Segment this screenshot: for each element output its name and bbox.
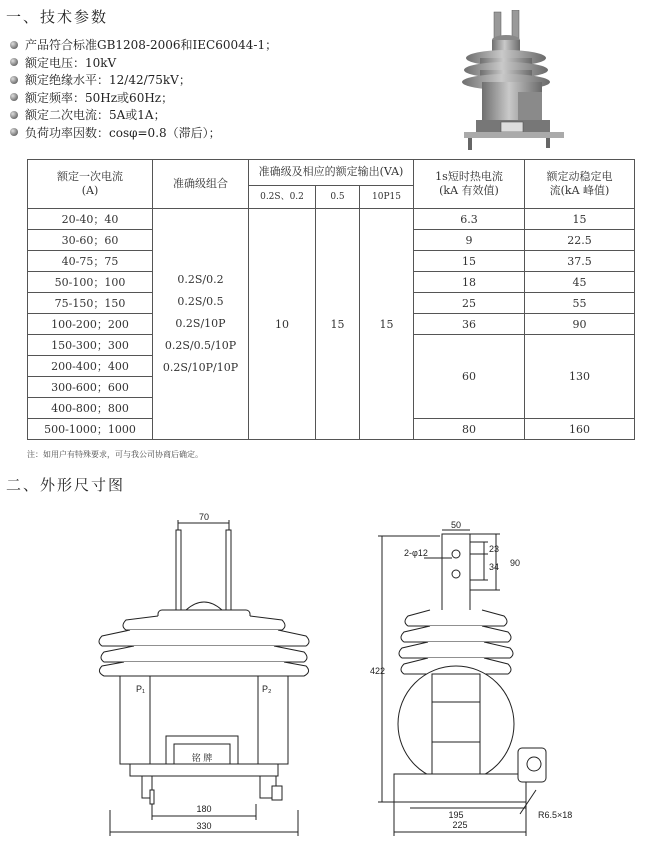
spec-list (10, 36, 277, 141)
header-accuracy-combo: 准确级组合 (153, 160, 249, 209)
cell-current: 100-200；200 (28, 314, 153, 335)
cell-current: 20-40；40 (28, 209, 153, 230)
cell-thermal: 80 (414, 419, 525, 440)
nameplate-label: 铭 牌 (191, 753, 213, 763)
cell-dynamic: 22.5 (525, 230, 635, 251)
cell-thermal: 18 (414, 272, 525, 293)
label-p2: P₂ (262, 684, 272, 694)
dim-side-holes: 2-φ12 (404, 548, 428, 558)
section-title-dimensions: 二、外形尺寸图 (6, 476, 126, 494)
cell-output-02: 10 (249, 209, 316, 440)
cell-dynamic: 55 (525, 293, 635, 314)
dim-front-top: 70 (198, 512, 210, 522)
header-output-10p15: 10P15 (360, 185, 414, 208)
dim-side-height: 422 (370, 666, 386, 676)
cell-thermal: 36 (414, 314, 525, 335)
spec-item: 额定电压：10kV (10, 54, 277, 72)
spec-item: 额定频率：50Hz或60Hz； (10, 89, 277, 107)
dim-side-34: 34 (488, 562, 500, 572)
header-rated-output: 准确级及相应的额定输出(VA) (249, 160, 414, 186)
bullet-icon (10, 76, 18, 84)
spec-item: 产品符合标准GB1208-2006和IEC60044-1； (10, 36, 277, 54)
dim-side-195: 195 (448, 810, 464, 820)
header-output-02: 0.2S、0.2 (249, 185, 316, 208)
dimension-drawing (0, 490, 646, 860)
header-primary-current: 额定一次电流 (A) (28, 160, 153, 209)
cell-current: 300-600；600 (28, 377, 153, 398)
section-title-tech-params: 一、技术参数 (6, 8, 109, 26)
header-output-05: 0.5 (316, 185, 360, 208)
dim-front-outer: 330 (196, 821, 212, 831)
cell-dynamic: 37.5 (525, 251, 635, 272)
table-row (28, 209, 635, 230)
cell-current: 40-75；75 (28, 251, 153, 272)
dim-side-23: 23 (488, 544, 500, 554)
cell-thermal-group: 60 (414, 335, 525, 419)
header-thermal-current: 1s短时热电流 (kA 有效值) (414, 160, 525, 209)
bullet-icon (10, 93, 18, 101)
cell-current: 150-300；300 (28, 335, 153, 356)
bullet-icon (10, 111, 18, 119)
cell-current: 75-150；150 (28, 293, 153, 314)
label-p1: P₁ (136, 684, 146, 694)
cell-thermal: 25 (414, 293, 525, 314)
cell-current: 500-1000；1000 (28, 419, 153, 440)
spec-item: 额定绝缘水平：12/42/75kV； (10, 71, 277, 89)
dim-side-slot: R6.5×18 (538, 810, 573, 820)
bullet-icon (10, 58, 18, 66)
cell-thermal: 9 (414, 230, 525, 251)
cell-output-05: 15 (316, 209, 360, 440)
cell-dynamic: 160 (525, 419, 635, 440)
cell-current: 200-400；400 (28, 356, 153, 377)
cell-thermal: 15 (414, 251, 525, 272)
header-dynamic-current: 额定动稳定电 流(kA 峰值) (525, 160, 635, 209)
cell-current: 50-100；100 (28, 272, 153, 293)
dim-side-top: 50 (450, 520, 462, 530)
table-note: 注：如用户有特殊要求，可与我公司协商后确定。 (27, 450, 203, 459)
cell-dynamic-group: 130 (525, 335, 635, 419)
dim-side-90: 90 (510, 558, 521, 568)
spec-item: 额定二次电流：5A或1A； (10, 106, 277, 124)
spec-item: 负荷功率因数：cosφ=0.8（滞后）； (10, 124, 277, 142)
bullet-icon (10, 41, 18, 49)
cell-dynamic: 15 (525, 209, 635, 230)
dim-front-inner: 180 (196, 804, 212, 814)
cell-thermal: 6.3 (414, 209, 525, 230)
product-photo (456, 10, 566, 160)
cell-dynamic: 45 (525, 272, 635, 293)
cell-dynamic: 90 (525, 314, 635, 335)
dim-side-225: 225 (452, 820, 468, 830)
bullet-icon (10, 128, 18, 136)
spec-table (27, 159, 635, 440)
cell-output-10p15: 15 (360, 209, 414, 440)
cell-current: 30-60；60 (28, 230, 153, 251)
cell-current: 400-800；800 (28, 398, 153, 419)
cell-accuracy-combos: 0.2S/0.2 0.2S/0.5 0.2S/10P 0.2S/0.5/10P 0.2S/10P/10P (153, 209, 249, 440)
